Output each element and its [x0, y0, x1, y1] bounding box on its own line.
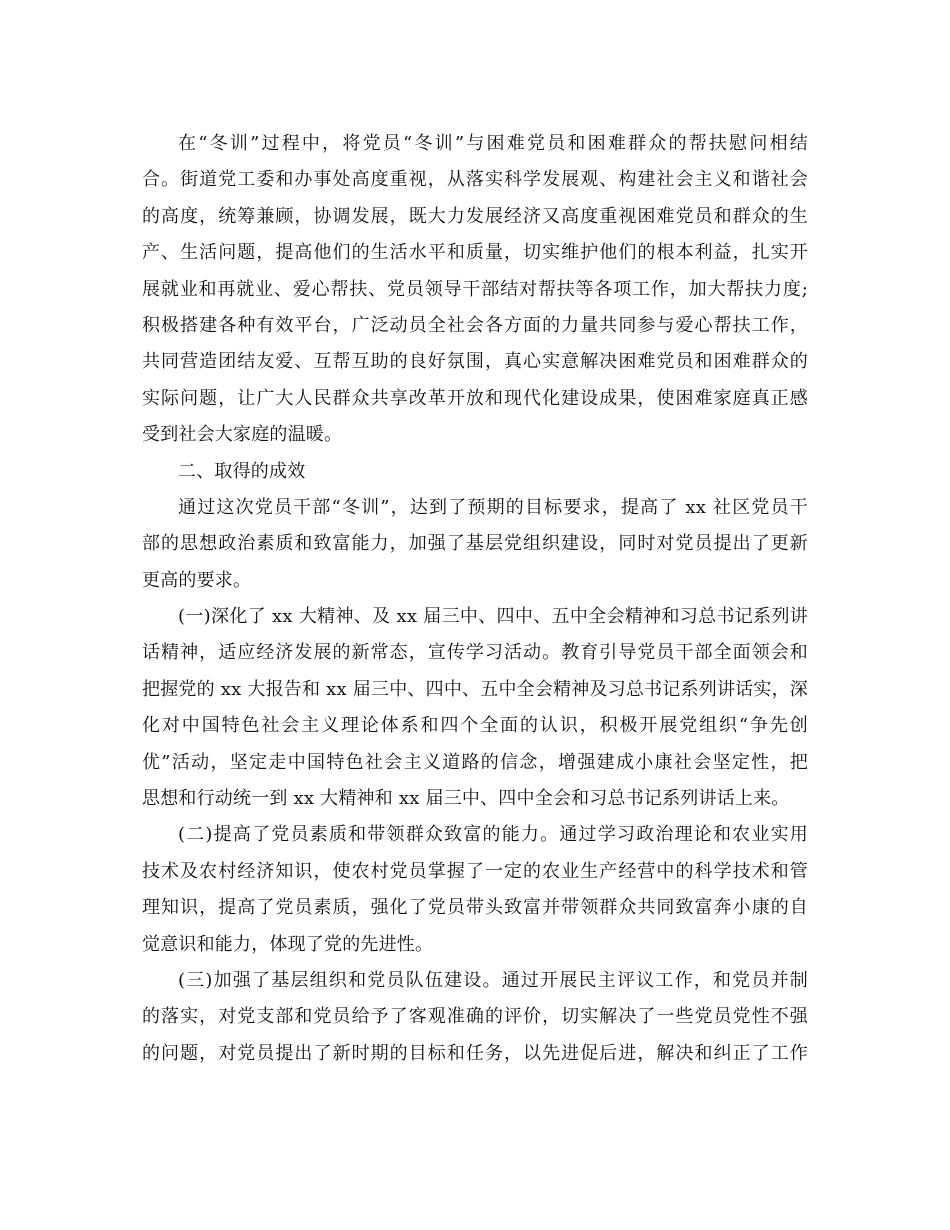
paragraph-item-three	[142, 963, 808, 1072]
text-line: 觉意识和能力，体现了党的先进性。	[142, 933, 434, 955]
heading-text: 二、取得的成效	[178, 460, 306, 482]
text-line: 话精神，适应经济发展的新常态，宣传学习活动。教育引导党员干部全面领会和	[142, 642, 808, 664]
text-line: 展就业和再就业、爱心帮扶、党员领导干部结对帮扶等各项工作，加大帮扶力度;	[142, 278, 808, 300]
text-line: 更高的要求。	[142, 569, 252, 591]
text-line: 部的思想政治素质和致富能力，加强了基层党组织建设，同时对党员提出了更新	[142, 533, 808, 555]
text-line: 思想和行动统一到 xx 大精神和 xx 届三中、四中全会和习总书记系列讲话上来。	[142, 788, 790, 810]
text-line: 通过这次党员干部“冬训”，达到了预期的目标要求，提高了 xx 社区党员干	[178, 496, 808, 518]
section-heading	[142, 454, 808, 490]
paragraph-item-two	[142, 817, 808, 963]
text-line: 理知识，提高了党员素质，强化了党员带头致富并带领群众共同致富奔小康的自	[142, 897, 808, 919]
text-line: 受到社会大家庭的温暖。	[142, 424, 343, 446]
text-line: 化对中国特色社会主义理论体系和四个全面的认识，积极开展党组织“争先创	[142, 715, 808, 737]
text-line: (三)加强了基层组织和党员队伍建设。通过开展民主评议工作，和党员并制	[178, 969, 808, 991]
text-line: (二)提高了党员素质和带领群众致富的能力。通过学习政治理论和农业实用	[178, 824, 808, 846]
text-line: 合。街道党工委和办事处高度重视，从落实科学发展观、构建社会主义和谐社会	[142, 169, 808, 191]
paragraph-results-intro	[142, 490, 808, 599]
text-line: 共同营造团结友爱、互帮互助的良好氛围，真心实意解决困难党员和困难群众的	[142, 351, 808, 373]
text-line: (一)深化了 xx 大精神、及 xx 届三中、四中、五中全会精神和习总书记系列讲	[178, 606, 808, 628]
text-line: 的高度，统筹兼顾，协调发展，既大力发展经济又高度重视困难党员和群众的生	[142, 205, 808, 227]
text-line: 积极搭建各种有效平台，广泛动员全社会各方面的力量共同参与爱心帮扶工作，	[142, 314, 808, 336]
text-line: 优”活动，坚定走中国特色社会主义道路的信念，增强建成小康社会坚定性，把	[142, 751, 808, 773]
text-line: 实际问题，让广大人民群众共享改革开放和现代化建设成果，使困难家庭真正感	[142, 387, 808, 409]
text-line: 技术及农村经济知识，使农村党员掌握了一定的农业生产经营中的科学技术和管	[142, 860, 808, 882]
paragraph-winter-training	[142, 126, 808, 454]
text-line: 在“冬训”过程中，将党员“冬训”与困难党员和困难群众的帮扶慰问相结	[178, 133, 808, 154]
text-line: 产、生活问题，提高他们的生活水平和质量，切实维护他们的根本利益，扎实开	[142, 242, 808, 264]
paragraph-item-one	[142, 599, 808, 817]
text-line: 把握党的 xx 大报告和 xx 届三中、四中、五中全会精神及习总书记系列讲话实，深	[142, 678, 808, 700]
document-body	[142, 126, 808, 1072]
text-line: 的问题，对党员提出了新时期的目标和任务，以先进促后进，解决和纠正了工作	[142, 1042, 808, 1064]
text-line: 的落实，对党支部和党员给予了客观准确的评价，切实解决了一些党员党性不强	[142, 1006, 808, 1028]
